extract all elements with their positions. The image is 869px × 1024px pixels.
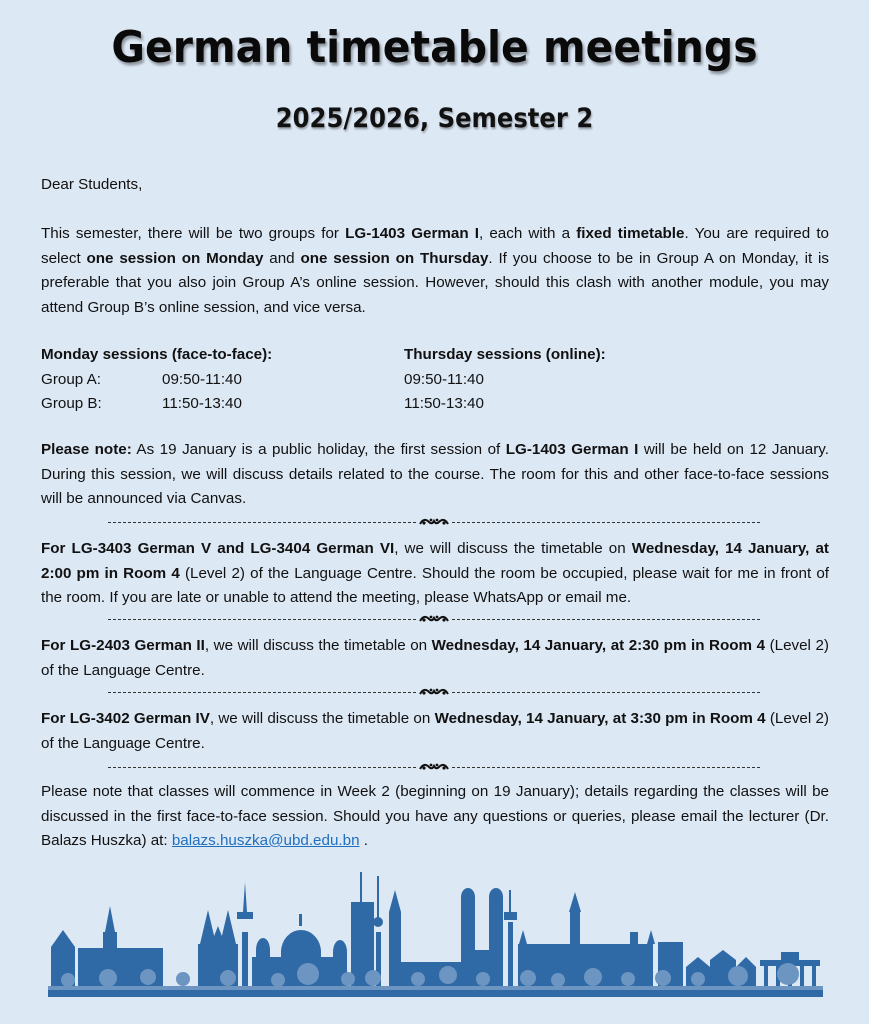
dash-line <box>108 619 416 620</box>
meeting-text: , we will discuss the timetable on <box>204 637 432 654</box>
skyline-illustration <box>48 862 823 1002</box>
session-time: 11:50-13:40 <box>404 395 484 412</box>
monday-sessions <box>41 343 401 417</box>
course-name: For LG-3402 German IV <box>41 710 210 727</box>
intro-paragraph <box>41 222 829 320</box>
skyline-ground <box>48 986 823 990</box>
group-label: Group B: <box>41 395 102 412</box>
intro-text: This semester, there will be two groups for <box>41 225 346 242</box>
meeting-when: Wednesday, 14 January, at 2:00 pm in Room 4 <box>41 540 829 582</box>
session-row <box>41 368 401 393</box>
meeting-text: (Level 2) of the Language Centre. Should the room be occupied, please wait for me in front of the room. If you are late or unable to attend the meeting, please WhatsApp or email me. <box>41 564 829 606</box>
dash-line <box>108 692 416 693</box>
page-title: German timetable meetings <box>111 22 758 73</box>
dash-line <box>452 522 760 523</box>
email-link[interactable]: balazs.huszka@ubd.edu.bn <box>171 832 360 849</box>
intro-text: , each with a <box>478 225 577 242</box>
page-subtitle: 2025/2026, Semester 2 <box>275 103 594 134</box>
group-label: Group A: <box>41 370 101 388</box>
thursday-heading: Thursday sessions (online): <box>404 346 606 363</box>
intro-text: . You are required to select <box>41 225 829 267</box>
divider <box>108 760 760 774</box>
monday-heading: Monday sessions (face-to-face): <box>41 346 273 363</box>
meeting-paragraph <box>41 634 829 683</box>
intro-text: and <box>263 249 301 267</box>
course-code: LG-1403 German I <box>345 225 479 242</box>
ornament-icon <box>416 685 452 699</box>
thursday-sessions <box>404 343 764 417</box>
closing-text: Please note that classes will commence in Week 2 (beginning on 19 January); details regarding the classes will be discussed in the first face-to-face session. Should you have any questions or queries, please email the lecturer (Dr. Balazs Huszka) at: <box>41 783 829 849</box>
skyline-base <box>48 990 823 997</box>
meeting-text: (Level 2) of the Language Centre. <box>41 637 829 679</box>
skyline-buildings <box>51 872 820 988</box>
session-row <box>41 392 401 417</box>
dash-line <box>452 619 760 620</box>
note-label: Please note: <box>41 441 132 458</box>
ornament-icon <box>416 515 452 529</box>
meeting-text: , we will discuss the timetable on <box>394 540 632 557</box>
session-time: 11:50-13:40 <box>162 395 242 412</box>
divider <box>108 685 760 699</box>
ornament-icon <box>416 612 452 626</box>
meeting-paragraph <box>41 537 829 611</box>
meeting-paragraph <box>41 707 829 756</box>
note-text: will be held on 12 January. During this session, we will discuss details related to the course. The room for this and other face-to-face sessions will be announced via Canvas. <box>41 441 829 507</box>
course-code: LG-1403 German I <box>505 441 639 458</box>
dash-line <box>108 767 416 768</box>
note-paragraph <box>41 438 829 512</box>
emphasis: one session on Thursday <box>300 249 489 267</box>
meeting-when: Wednesday, 14 January, at 3:30 pm in Room 4 <box>434 710 766 727</box>
meeting-text: (Level 2) of the Language Centre. <box>41 710 829 752</box>
intro-text: . If you choose to be in Group A on Monday, it is preferable that you also join Group A’s online session. However, should this clash with another module, you may attend Group B’s online session, and vice versa. <box>41 249 830 316</box>
dash-line <box>452 692 760 693</box>
meeting-when: Wednesday, 14 January, at 2:30 pm in Room 4 <box>431 637 766 654</box>
meeting-text: , we will discuss the timetable on <box>209 710 435 727</box>
note-text: As 19 January is a public holiday, the first session of <box>131 441 506 458</box>
course-name: For LG-2403 German II <box>41 637 205 654</box>
closing-paragraph <box>41 780 829 854</box>
session-time: 09:50-11:40 <box>162 370 242 388</box>
dash-line <box>108 522 416 523</box>
dash-line <box>452 767 760 768</box>
emphasis: one session on Monday <box>86 249 264 267</box>
greeting <box>41 173 829 198</box>
ornament-icon <box>416 760 452 774</box>
divider <box>108 612 760 626</box>
divider <box>108 515 760 529</box>
course-name: For LG-3403 German V and LG-3404 German VI <box>41 540 395 557</box>
closing-end: . <box>359 832 368 849</box>
session-time: 09:50-11:40 <box>404 370 484 388</box>
greeting-text: Dear Students, <box>41 176 143 193</box>
emphasis: fixed timetable <box>576 225 685 242</box>
